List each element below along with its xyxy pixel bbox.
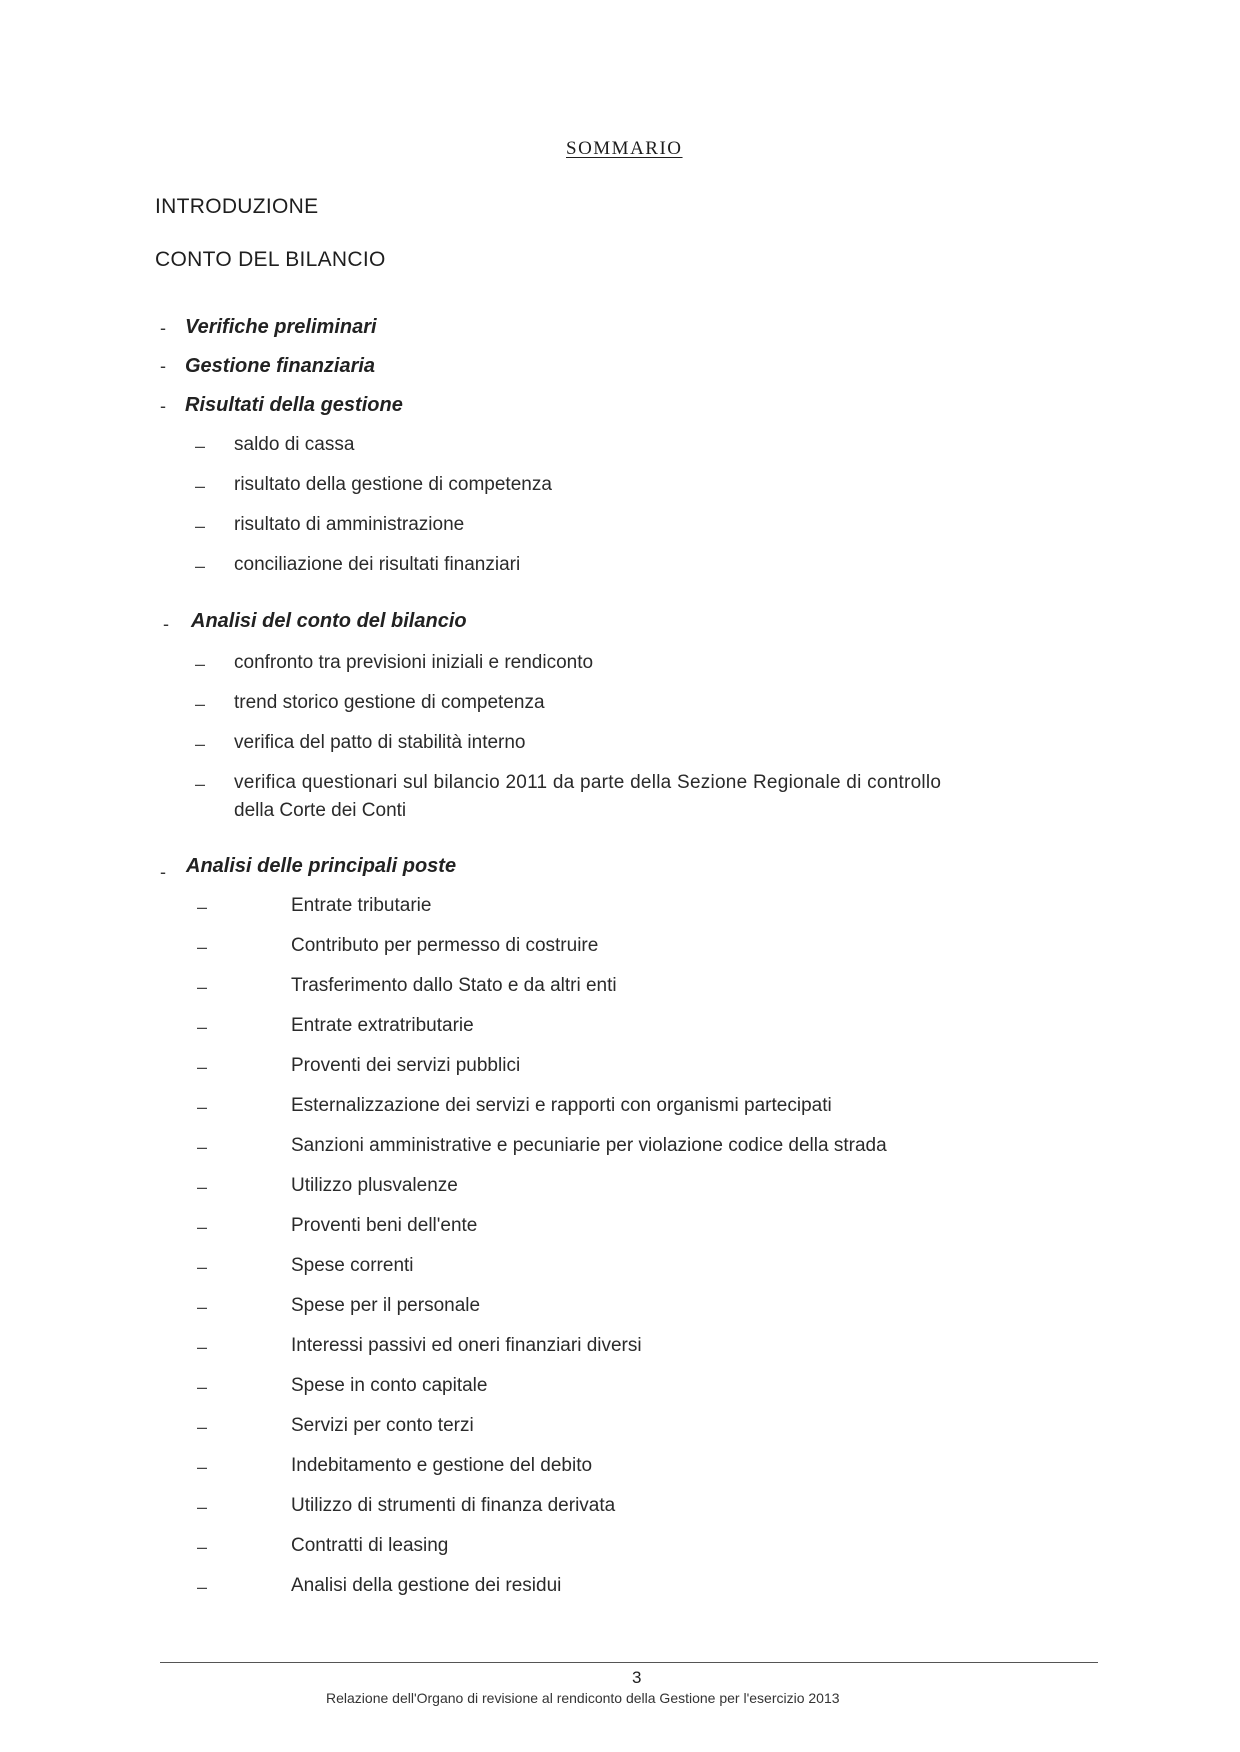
- section-bullet: -: [160, 356, 166, 376]
- toc-item: trend storico gestione di competenza: [234, 692, 545, 713]
- item-dash: –: [197, 1297, 208, 1317]
- section-analisi-principali-poste: Analisi delle principali poste: [186, 855, 457, 877]
- item-dash: –: [197, 977, 208, 997]
- section-risultati-della-gestione: Risultati della gestione: [185, 394, 403, 416]
- item-dash: –: [195, 516, 206, 536]
- item-dash: –: [197, 1497, 208, 1517]
- toc-item: saldo di cassa: [234, 434, 355, 455]
- toc-item: confronto tra previsioni iniziali e rendiconto: [234, 652, 594, 673]
- heading-introduzione: INTRODUZIONE: [155, 195, 319, 218]
- toc-item: Servizi per conto terzi: [291, 1415, 474, 1436]
- item-dash: –: [197, 1337, 208, 1357]
- item-dash: –: [197, 1537, 208, 1557]
- toc-item: Entrate extratributarie: [291, 1015, 474, 1036]
- section-verifiche-preliminari: Verifiche preliminari: [185, 316, 377, 338]
- item-dash: –: [197, 1097, 208, 1117]
- footer-divider: [160, 1662, 1098, 1663]
- section-analisi-del-conto: Analisi del conto del bilancio: [191, 610, 467, 632]
- item-dash: –: [195, 476, 206, 496]
- item-dash: –: [197, 1417, 208, 1437]
- toc-item: Esternalizzazione dei servizi e rapporti con organismi partecipati: [291, 1095, 832, 1116]
- item-dash: –: [195, 734, 206, 754]
- item-dash: –: [197, 1377, 208, 1397]
- toc-item: Spese in conto capitale: [291, 1375, 488, 1396]
- toc-item: verifica del patto di stabilità interno: [234, 732, 526, 753]
- toc-item: Indebitamento e gestione del debito: [291, 1455, 593, 1476]
- heading-conto-del-bilancio: CONTO DEL BILANCIO: [155, 248, 386, 271]
- toc-item: verifica questionari sul bilancio 2011 da parte della Sezione Regionale di controllo: [234, 772, 942, 793]
- toc-item: Interessi passivi ed oneri finanziari diversi: [291, 1335, 642, 1356]
- item-dash: –: [195, 774, 206, 794]
- item-dash: –: [197, 937, 208, 957]
- item-dash: –: [197, 1257, 208, 1277]
- toc-item: conciliazione dei risultati finanziari: [234, 554, 521, 575]
- toc-item: Sanzioni amministrative e pecuniarie per violazione codice della strada: [291, 1135, 887, 1156]
- toc-item: Proventi dei servizi pubblici: [291, 1055, 521, 1076]
- page-number: 3: [632, 1668, 642, 1687]
- toc-item: Contributo per permesso di costruire: [291, 935, 599, 956]
- item-dash: –: [197, 897, 208, 917]
- item-dash: –: [197, 1577, 208, 1597]
- toc-item: risultato di amministrazione: [234, 514, 465, 535]
- item-dash: –: [197, 1057, 208, 1077]
- toc-item: Utilizzo di strumenti di finanza derivata: [291, 1495, 616, 1516]
- toc-item: Utilizzo plusvalenze: [291, 1175, 458, 1196]
- toc-item: Analisi della gestione dei residui: [291, 1575, 562, 1596]
- item-dash: –: [197, 1017, 208, 1037]
- section-bullet: -: [160, 862, 166, 882]
- toc-item: risultato della gestione di competenza: [234, 474, 552, 495]
- section-bullet: -: [160, 318, 166, 338]
- section-gestione-finanziaria: Gestione finanziaria: [185, 355, 376, 377]
- item-dash: –: [197, 1177, 208, 1197]
- toc-item-continued: della Corte dei Conti: [234, 800, 407, 821]
- item-dash: –: [197, 1137, 208, 1157]
- toc-item: Entrate tributarie: [291, 895, 432, 916]
- page-title: SOMMARIO: [566, 138, 683, 159]
- toc-item: Spese correnti: [291, 1255, 414, 1276]
- toc-item: Spese per il personale: [291, 1295, 481, 1316]
- section-bullet: -: [163, 614, 169, 634]
- item-dash: –: [197, 1217, 208, 1237]
- toc-item: Proventi beni dell'ente: [291, 1215, 478, 1236]
- toc-item: Trasferimento dallo Stato e da altri enti: [291, 975, 617, 996]
- section-bullet: -: [160, 396, 166, 416]
- item-dash: –: [195, 694, 206, 714]
- item-dash: –: [195, 654, 206, 674]
- item-dash: –: [195, 436, 206, 456]
- footer-caption: Relazione dell'Organo di revisione al rendiconto della Gestione per l'esercizio 2013: [326, 1690, 840, 1706]
- item-dash: –: [195, 556, 206, 576]
- toc-item: Contratti di leasing: [291, 1535, 449, 1556]
- item-dash: –: [197, 1457, 208, 1477]
